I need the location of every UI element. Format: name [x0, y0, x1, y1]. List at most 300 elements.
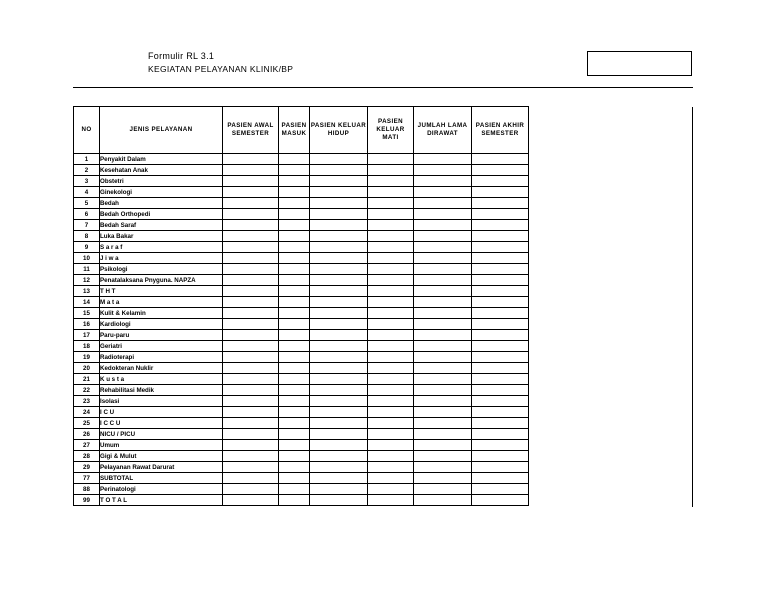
row-number: 18 [74, 341, 100, 352]
table-row [74, 297, 529, 308]
table-row [74, 176, 529, 187]
data-entry-cell[interactable] [310, 286, 368, 297]
row-service-name: NICU / PICU [100, 429, 223, 440]
data-entry-cell[interactable] [414, 264, 472, 275]
header-pasien-masuk: PASIEN MASUK [279, 107, 310, 154]
row-service-name: M a t a [100, 297, 223, 308]
row-number: 16 [74, 319, 100, 330]
data-entry-cell[interactable] [223, 187, 279, 198]
data-entry-cell[interactable] [472, 297, 529, 308]
header-divider [73, 87, 693, 88]
data-entry-cell[interactable] [310, 484, 368, 495]
data-entry-cell[interactable] [279, 209, 310, 220]
row-service-name: Bedah Saraf [100, 220, 223, 231]
header-pasien-awal-semester: PASIEN AWAL SEMESTER [223, 107, 279, 154]
data-entry-cell[interactable] [310, 264, 368, 275]
data-entry-cell[interactable] [472, 440, 529, 451]
row-number: 6 [74, 209, 100, 220]
header-no: NO [74, 107, 100, 154]
table-row [74, 429, 529, 440]
data-entry-cell[interactable] [414, 473, 472, 484]
data-entry-cell[interactable] [310, 429, 368, 440]
data-entry-cell[interactable] [223, 484, 279, 495]
row-number: 23 [74, 396, 100, 407]
data-entry-cell[interactable] [472, 264, 529, 275]
data-entry-cell[interactable] [279, 275, 310, 286]
data-entry-cell[interactable] [414, 209, 472, 220]
data-entry-cell[interactable] [368, 220, 414, 231]
data-entry-cell[interactable] [223, 154, 279, 165]
row-number: 20 [74, 363, 100, 374]
data-entry-cell[interactable] [472, 242, 529, 253]
row-service-name: Perinatologi [100, 484, 223, 495]
data-entry-cell[interactable] [368, 264, 414, 275]
data-entry-cell[interactable] [223, 473, 279, 484]
row-service-name: Bedah [100, 198, 223, 209]
data-entry-cell[interactable] [223, 297, 279, 308]
data-entry-cell[interactable] [310, 253, 368, 264]
data-entry-cell[interactable] [472, 429, 529, 440]
data-entry-cell[interactable] [414, 341, 472, 352]
row-number: 21 [74, 374, 100, 385]
data-entry-cell[interactable] [223, 242, 279, 253]
row-number: 28 [74, 451, 100, 462]
table-row [74, 451, 529, 462]
data-entry-cell[interactable] [472, 341, 529, 352]
data-entry-cell[interactable] [414, 231, 472, 242]
row-service-name: Kardiologi [100, 319, 223, 330]
data-entry-cell[interactable] [310, 154, 368, 165]
table-row [74, 187, 529, 198]
data-entry-cell[interactable] [472, 154, 529, 165]
data-entry-cell[interactable] [310, 330, 368, 341]
data-entry-cell[interactable] [414, 484, 472, 495]
data-entry-cell[interactable] [223, 165, 279, 176]
data-entry-cell[interactable] [279, 462, 310, 473]
right-border-line [692, 107, 693, 507]
row-number: 14 [74, 297, 100, 308]
data-entry-cell[interactable] [472, 209, 529, 220]
data-entry-cell[interactable] [279, 187, 310, 198]
data-entry-cell[interactable] [368, 242, 414, 253]
row-service-name: Bedah Orthopedi [100, 209, 223, 220]
data-entry-cell[interactable] [368, 275, 414, 286]
row-service-name: T O T A L [100, 495, 223, 506]
data-entry-cell[interactable] [368, 154, 414, 165]
row-number: 12 [74, 275, 100, 286]
data-entry-cell[interactable] [414, 176, 472, 187]
data-entry-cell[interactable] [472, 330, 529, 341]
data-entry-cell[interactable] [472, 165, 529, 176]
data-entry-cell[interactable] [310, 352, 368, 363]
header-jenis-pelayanan: JENIS PELAYANAN [100, 107, 223, 154]
row-service-name: SUBTOTAL [100, 473, 223, 484]
row-number: 7 [74, 220, 100, 231]
data-entry-cell[interactable] [414, 154, 472, 165]
data-entry-cell[interactable] [279, 165, 310, 176]
table-header-row [74, 107, 529, 154]
row-number: 9 [74, 242, 100, 253]
data-entry-cell[interactable] [414, 352, 472, 363]
data-entry-cell[interactable] [414, 363, 472, 374]
row-service-name: Gigi & Mulut [100, 451, 223, 462]
data-entry-cell[interactable] [414, 440, 472, 451]
table-row [74, 473, 529, 484]
data-entry-cell[interactable] [472, 352, 529, 363]
data-entry-cell[interactable] [368, 418, 414, 429]
data-entry-cell[interactable] [310, 176, 368, 187]
data-entry-cell[interactable] [414, 286, 472, 297]
data-entry-cell[interactable] [414, 165, 472, 176]
row-number: 13 [74, 286, 100, 297]
data-entry-cell[interactable] [223, 176, 279, 187]
data-entry-cell[interactable] [368, 462, 414, 473]
data-entry-cell[interactable] [472, 220, 529, 231]
data-entry-cell[interactable] [472, 473, 529, 484]
data-entry-cell[interactable] [368, 209, 414, 220]
data-entry-cell[interactable] [414, 451, 472, 462]
data-entry-cell[interactable] [279, 308, 310, 319]
row-service-name: Kedokteran Nuklir [100, 363, 223, 374]
data-entry-cell[interactable] [368, 253, 414, 264]
table-row [74, 154, 529, 165]
data-entry-cell[interactable] [472, 176, 529, 187]
data-entry-cell[interactable] [279, 440, 310, 451]
row-number: 2 [74, 165, 100, 176]
header-pasien-akhir-semester: PASIEN AKHIR SEMESTER [472, 107, 529, 154]
data-entry-cell[interactable] [310, 440, 368, 451]
data-entry-cell[interactable] [223, 418, 279, 429]
data-entry-cell[interactable] [310, 242, 368, 253]
table-row [74, 198, 529, 209]
data-entry-cell[interactable] [279, 418, 310, 429]
data-entry-cell[interactable] [310, 187, 368, 198]
table-row [74, 165, 529, 176]
header-pasien-keluar-mati: PASIEN KELUAR MATI [368, 107, 414, 154]
service-table [73, 106, 529, 506]
row-number: 8 [74, 231, 100, 242]
table-row [74, 396, 529, 407]
row-number: 19 [74, 352, 100, 363]
data-entry-cell[interactable] [414, 242, 472, 253]
data-entry-cell[interactable] [368, 473, 414, 484]
data-entry-cell[interactable] [279, 473, 310, 484]
data-entry-cell[interactable] [368, 407, 414, 418]
data-entry-cell[interactable] [368, 187, 414, 198]
data-entry-cell[interactable] [279, 297, 310, 308]
data-entry-cell[interactable] [310, 407, 368, 418]
data-entry-cell[interactable] [310, 297, 368, 308]
data-entry-cell[interactable] [223, 440, 279, 451]
row-service-name: S a r a f [100, 242, 223, 253]
data-entry-cell[interactable] [279, 253, 310, 264]
row-number: 3 [74, 176, 100, 187]
row-number: 22 [74, 385, 100, 396]
data-entry-cell[interactable] [368, 165, 414, 176]
data-entry-cell[interactable] [310, 462, 368, 473]
data-entry-cell[interactable] [279, 385, 310, 396]
data-entry-cell[interactable] [310, 473, 368, 484]
data-entry-cell[interactable] [279, 330, 310, 341]
data-entry-cell[interactable] [472, 418, 529, 429]
data-entry-cell[interactable] [223, 209, 279, 220]
data-entry-cell[interactable] [368, 385, 414, 396]
row-number: 27 [74, 440, 100, 451]
data-entry-cell[interactable] [368, 341, 414, 352]
row-service-name: Kesehatan Anak [100, 165, 223, 176]
data-entry-cell[interactable] [414, 462, 472, 473]
data-entry-cell[interactable] [414, 187, 472, 198]
data-entry-cell[interactable] [279, 363, 310, 374]
data-entry-cell[interactable] [279, 231, 310, 242]
row-service-name: I C U [100, 407, 223, 418]
table-row [74, 308, 529, 319]
data-entry-cell[interactable] [414, 429, 472, 440]
data-entry-cell[interactable] [414, 407, 472, 418]
row-service-name: Pelayanan Rawat Darurat [100, 462, 223, 473]
table-row [74, 209, 529, 220]
data-entry-cell[interactable] [223, 275, 279, 286]
data-entry-cell[interactable] [310, 363, 368, 374]
row-service-name: T H T [100, 286, 223, 297]
row-service-name: Obstetri [100, 176, 223, 187]
data-entry-cell[interactable] [472, 385, 529, 396]
data-entry-cell[interactable] [279, 286, 310, 297]
table-row [74, 220, 529, 231]
data-entry-cell[interactable] [279, 484, 310, 495]
data-entry-cell[interactable] [310, 308, 368, 319]
data-entry-cell[interactable] [368, 451, 414, 462]
data-entry-cell[interactable] [472, 198, 529, 209]
data-entry-cell[interactable] [472, 187, 529, 198]
table-body [74, 154, 529, 506]
table-row [74, 264, 529, 275]
data-entry-cell[interactable] [279, 396, 310, 407]
data-entry-cell[interactable] [223, 462, 279, 473]
data-entry-cell[interactable] [310, 385, 368, 396]
row-number: 77 [74, 473, 100, 484]
form-subtitle: KEGIATAN PELAYANAN KLINIK/BP [148, 64, 294, 74]
data-entry-cell[interactable] [279, 319, 310, 330]
header-jumlah-lama-dirawat: JUMLAH LAMA DIRAWAT [414, 107, 472, 154]
data-entry-cell[interactable] [223, 495, 279, 506]
table-row [74, 330, 529, 341]
row-service-name: Kulit & Kelamin [100, 308, 223, 319]
data-entry-cell[interactable] [223, 308, 279, 319]
row-service-name: Psikologi [100, 264, 223, 275]
row-number: 4 [74, 187, 100, 198]
table-row [74, 286, 529, 297]
data-entry-cell[interactable] [368, 319, 414, 330]
data-entry-cell[interactable] [414, 297, 472, 308]
row-number: 99 [74, 495, 100, 506]
data-entry-cell[interactable] [310, 495, 368, 506]
data-entry-cell[interactable] [368, 308, 414, 319]
data-entry-cell[interactable] [414, 220, 472, 231]
row-service-name: Geriatri [100, 341, 223, 352]
table-row [74, 385, 529, 396]
data-entry-cell[interactable] [310, 275, 368, 286]
row-number: 24 [74, 407, 100, 418]
data-entry-cell[interactable] [223, 396, 279, 407]
data-entry-cell[interactable] [223, 264, 279, 275]
data-entry-cell[interactable] [414, 330, 472, 341]
data-entry-cell[interactable] [368, 231, 414, 242]
table-row [74, 253, 529, 264]
data-entry-cell[interactable] [279, 176, 310, 187]
data-entry-cell[interactable] [310, 341, 368, 352]
table-row [74, 484, 529, 495]
data-entry-cell[interactable] [223, 198, 279, 209]
data-entry-cell[interactable] [223, 231, 279, 242]
data-entry-cell[interactable] [310, 220, 368, 231]
row-number: 1 [74, 154, 100, 165]
data-entry-cell[interactable] [368, 396, 414, 407]
data-entry-cell[interactable] [279, 341, 310, 352]
row-number: 15 [74, 308, 100, 319]
row-service-name: J i w a [100, 253, 223, 264]
table-row [74, 231, 529, 242]
data-entry-cell[interactable] [472, 451, 529, 462]
row-service-name: I C C U [100, 418, 223, 429]
data-entry-cell[interactable] [368, 297, 414, 308]
data-entry-cell[interactable] [472, 484, 529, 495]
row-number: 88 [74, 484, 100, 495]
data-entry-cell[interactable] [223, 374, 279, 385]
table-row [74, 363, 529, 374]
data-entry-cell[interactable] [223, 319, 279, 330]
data-entry-cell[interactable] [223, 429, 279, 440]
data-entry-cell[interactable] [472, 319, 529, 330]
row-service-name: Ginekologi [100, 187, 223, 198]
data-entry-cell[interactable] [414, 319, 472, 330]
data-entry-cell[interactable] [472, 396, 529, 407]
row-service-name: Penatalaksana Pnyguna. NAPZA [100, 275, 223, 286]
data-entry-cell[interactable] [310, 319, 368, 330]
row-number: 5 [74, 198, 100, 209]
data-entry-cell[interactable] [223, 385, 279, 396]
data-entry-cell[interactable] [223, 407, 279, 418]
data-entry-cell[interactable] [472, 495, 529, 506]
data-entry-cell[interactable] [368, 330, 414, 341]
data-entry-cell[interactable] [414, 418, 472, 429]
data-entry-cell[interactable] [368, 429, 414, 440]
data-entry-cell[interactable] [472, 231, 529, 242]
data-entry-cell[interactable] [368, 374, 414, 385]
data-entry-cell[interactable] [368, 495, 414, 506]
data-entry-cell[interactable] [310, 374, 368, 385]
data-entry-cell[interactable] [279, 198, 310, 209]
data-entry-cell[interactable] [279, 451, 310, 462]
table-row [74, 341, 529, 352]
data-entry-cell[interactable] [310, 165, 368, 176]
table-row [74, 275, 529, 286]
data-entry-cell[interactable] [472, 374, 529, 385]
table-row [74, 374, 529, 385]
data-entry-cell[interactable] [310, 418, 368, 429]
table-row [74, 462, 529, 473]
data-entry-cell[interactable] [279, 495, 310, 506]
row-number: 10 [74, 253, 100, 264]
row-number: 25 [74, 418, 100, 429]
data-entry-cell[interactable] [414, 396, 472, 407]
row-number: 26 [74, 429, 100, 440]
table-row [74, 352, 529, 363]
data-entry-cell[interactable] [414, 385, 472, 396]
data-entry-cell[interactable] [279, 154, 310, 165]
row-number: 29 [74, 462, 100, 473]
data-entry-cell[interactable] [368, 440, 414, 451]
data-entry-cell[interactable] [368, 363, 414, 374]
data-entry-cell[interactable] [223, 451, 279, 462]
data-entry-cell[interactable] [472, 275, 529, 286]
data-entry-cell[interactable] [472, 462, 529, 473]
data-entry-cell[interactable] [279, 264, 310, 275]
data-entry-cell[interactable] [310, 209, 368, 220]
data-entry-cell[interactable] [472, 286, 529, 297]
table-row [74, 407, 529, 418]
data-entry-cell[interactable] [223, 363, 279, 374]
row-service-name: K u s t a [100, 374, 223, 385]
data-entry-cell[interactable] [310, 396, 368, 407]
data-entry-cell[interactable] [223, 220, 279, 231]
data-entry-cell[interactable] [414, 495, 472, 506]
data-entry-cell[interactable] [472, 407, 529, 418]
data-entry-cell[interactable] [414, 198, 472, 209]
data-entry-cell[interactable] [368, 484, 414, 495]
form-title: Formulir RL 3.1 [148, 51, 215, 61]
data-entry-cell[interactable] [472, 253, 529, 264]
data-entry-cell[interactable] [279, 242, 310, 253]
data-entry-cell[interactable] [310, 451, 368, 462]
data-entry-cell[interactable] [310, 198, 368, 209]
row-service-name: Luka Bakar [100, 231, 223, 242]
data-entry-cell[interactable] [279, 374, 310, 385]
table-row [74, 242, 529, 253]
data-entry-cell[interactable] [368, 352, 414, 363]
table-row [74, 418, 529, 429]
row-number: 11 [74, 264, 100, 275]
data-entry-cell[interactable] [368, 286, 414, 297]
data-entry-cell[interactable] [279, 407, 310, 418]
data-entry-cell[interactable] [414, 308, 472, 319]
data-entry-cell[interactable] [223, 330, 279, 341]
data-entry-cell[interactable] [368, 198, 414, 209]
row-number: 17 [74, 330, 100, 341]
table-row [74, 495, 529, 506]
header-pasien-keluar-hidup: PASIEN KELUAR HIDUP [310, 107, 368, 154]
data-entry-cell[interactable] [279, 220, 310, 231]
data-entry-cell[interactable] [223, 286, 279, 297]
row-service-name: Umum [100, 440, 223, 451]
data-entry-cell[interactable] [472, 308, 529, 319]
data-entry-cell[interactable] [223, 341, 279, 352]
table-row [74, 319, 529, 330]
data-entry-cell[interactable] [414, 275, 472, 286]
row-service-name: Isolasi [100, 396, 223, 407]
data-entry-cell[interactable] [414, 253, 472, 264]
data-entry-cell[interactable] [223, 352, 279, 363]
row-service-name: Rehabilitasi Medik [100, 385, 223, 396]
data-entry-cell[interactable] [279, 429, 310, 440]
data-entry-cell[interactable] [472, 363, 529, 374]
data-entry-cell[interactable] [223, 253, 279, 264]
data-entry-cell[interactable] [414, 374, 472, 385]
data-entry-cell[interactable] [368, 176, 414, 187]
data-entry-cell[interactable] [279, 352, 310, 363]
code-box [587, 51, 692, 76]
data-entry-cell[interactable] [310, 231, 368, 242]
